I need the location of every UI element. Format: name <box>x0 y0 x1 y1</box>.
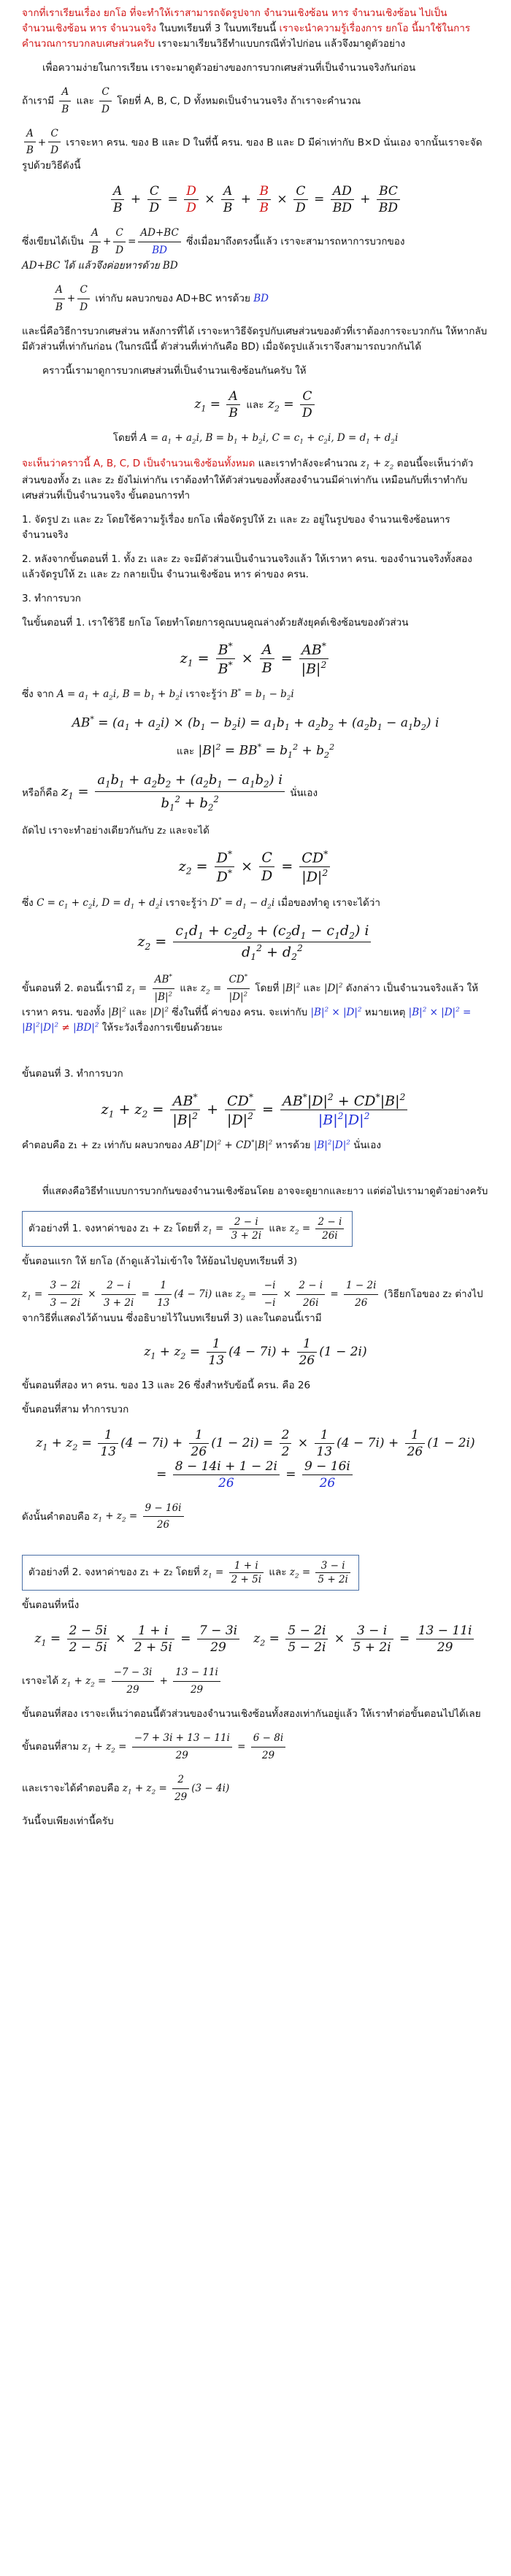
complex-intro: คราวนี้เรามาดูการบวกเศษส่วนที่เป็นจำนวนเชิงซ้อนกันครับ ให้ <box>42 364 307 377</box>
complex-step2: ขั้นตอนที่ 2. ตอนนี้เรามี $z_1$ = $\frac{AB^*}{|B|^2}$ และ $z_2$ = $\frac{CD^*}{|D|^2}$ โดยที่ $|B|^2$ และ $|D|^2$ ดังกล่าว เป็นจำนวนจริงแล้ว ให้เราหา ครน. ของทั้ง $|B|^2$ และ $|D|^2$ ซึ่งในที่นี้ ค่าของ ครน. จะเท่ากับ $|B|^2 \times |D|^2$ หมายเหตุ $|B|^2 \times |D|^2 = |B|^2|D|^2 \ne |BD|^2$ ให้ระวังเรื่องการเขียนด้วยนะ <box>22 973 479 1034</box>
complex-components: โดยที่ $A = a_1 + a_2i$, $B = b_1 + b_2i$, $C = c_1 + c_2i$, $D = d_1 + d_2i$ <box>112 431 399 446</box>
complex-outro: ที่แสดงคือวิธีทำแบบการบวกกันของจำนวนเชิงซ้อนโดย อาจจะดูยากและยาว แต่ต่อไปเรามาดูตัวอย่างครับ <box>42 1185 488 1198</box>
example-1-step3: ขั้นตอนที่สาม ทำการบวก <box>22 1403 129 1415</box>
equation-ex2-yoko: $z_1$ = $\frac{2 - 5i}{2 - 5i}$ × $\frac{1 + i}{2 + 5i}$ = $\frac{7 - 3i}{29}$ $z_2$ = $\frac{5 - 2i}{5 - 2i}$ × $\frac{3 - i}{5 + 2i}$ = $\frac{13 - 11i}{29}$ <box>22 1623 489 1655</box>
example-1-step1: ขั้นตอนแรก ให้ ยกโอ (ถ้าดูแล้วไม่เข้าใจ ให้ย้อนไปดูบทเรียนที่ 3) <box>22 1256 298 1268</box>
real-summary: และนี่คือวิธีการบวกเศษส่วน หลังการที่ได้ เราจะหาวิธีจัดรูปกับเศษส่วนของตัวที่เราต้องการจะบวกกัน ให้หากลับมีตัวส่วนที่เท่ากันก่อน (ในกรณีนี้ ตัวส่วนที่เท่ากันคือ BD) เมื่อจัดรูปแล้วเราจึงสามารถบวกกันได้ <box>22 325 488 353</box>
example-2-box: ตัวอย่างที่ 2. จงหาค่าของ z₁ + z₂ โดยที่ $z_1$ = $\frac{1 + i}{2 + 5i}$ และ $z_2$ = $\frac{3 - i}{5 + 2i}$ <box>22 1555 359 1591</box>
intro-paragraph-2: เพื่อความง่ายในการเรียน เราจะมาดูตัวอย่างของการบวกเศษส่วนที่เป็นจำนวนจริงกันก่อน <box>42 61 416 74</box>
complex-step-2: 2. หลังจากขั้นตอนที่ 1. ทั้ง z₁ และ z₂ จะมีตัวส่วนเป็นจำนวนจริงแล้ว ให้เราหา ครน. ของจำนวนจริงทั้งสอง แล้วจัดรูปให้ z₁ และ z₂ กลายเป็น จำนวนเชิงซ้อน หาร ค่าของ ครน. <box>22 553 472 580</box>
example-1-step2: ขั้นตอนที่สอง หา ครน. ของ 13 และ 26 ซึ่งสำหรับข้อนี้ ครน. คือ 26 <box>22 1379 311 1391</box>
equation-z2-result: $z_2$ = $\frac{c_1d_1 + c_2d_2 + (c_2d_1 - c_1d_2) i}{d_1^2 + d_2^2}$ <box>22 923 489 962</box>
example-2-step2: ขั้นตอนที่สอง เราจะเห็นว่าตอนนี้ตัวส่วนของจำนวนเชิงซ้อนทั้งสองเท่ากันอยู่แล้ว ให้เราทำต่อขั้นตอนไปได้เลย <box>22 1708 481 1720</box>
real-result: $\frac{A}{B}$ + $\frac{C}{D}$ เท่ากับ ผลบวกของ AD+BC หารด้วย BD <box>22 282 489 315</box>
example-1-box: ตัวอย่างที่ 1. จงหาค่าของ z₁ + z₂ โดยที่ $z_1$ = $\frac{2 - i}{3 + 2i}$ และ $z_2$ = $\frac{2 - i}{26i}$ <box>22 1211 353 1247</box>
closing-line: วันนี้จบเพียงเท่านี้ครับ <box>22 1815 114 1827</box>
example-1-answer: ดังนั้นคำตอบคือ $z_1 + z_2$ = $\frac{9 - 16i}{26}$ <box>22 1501 489 1534</box>
complex-s1-d: ซึ่ง $C = c_1 + c_2i$, $D = d_1 + d_2i$ เราจะรู้ว่า $D^* = d_1 - d_2i$ เมื่อของทำดู เราจะได้ว่า <box>22 896 380 911</box>
equation-z2-conjugate: $z_2$ = $\frac{D^*}{D^*}$ × $\frac{C}{D}$ = $\frac{CD^*}{|D|^2}$ <box>22 849 489 885</box>
example-1-step1-eq: $z_1$ = $\frac{3 - 2i}{3 - 2i}$ × $\frac{2 - i}{3 + 2i}$ = $\frac{1}{13}$ (4 − 7i) และ $z_2$ = $\frac{-i}{-i}$ × $\frac{2 - i}{26i}$ = $\frac{1 - 2i}{26}$ (วิธียกโอของ z₂ ต่างไปจากวิธีที่แสดงไว้ด้านบน ซึ่งอธิบายไว้ในบทเรียนที่ 3) และในตอนนี้เรามี <box>22 1279 483 1324</box>
real-written: ซึ่งเขียนได้เป็น $\frac{A}{B}$ + $\frac{C}{D}$ = $\frac{AD+BC}{BD}$ ซึ่งเมื่อมาถึงตรงนี้แล้ว เราจะสามารถหาการบวกของ AD+BC ได้ แล้วจึงค่อยหารด้วย BD <box>22 227 405 272</box>
complex-step-1: 1. จัดรูป z₁ และ z₂ โดยใช้ความรู้เรื่อง ยกโอ เพื่อจัดรูปให้ z₁ และ z₂ อยู่ในรูปของ จำนวนเชิงซ้อนหารจำนวนจริง <box>22 514 450 542</box>
equation-sum-general: $z_1 + z_2$ = $\frac{AB^*}{|B|^2}$ + $\frac{CD^*}{|D|^2}$ = $\frac{AB^*|D|^2 + CD^*|B|^2}{|B|^2|D|^2}$ <box>22 1092 489 1129</box>
equation-ab-conj: $AB^* = (a_1 + a_2i) \times (b_1 - b_2i) = a_1b_1 + a_2b_2 + (a_2b_1 - a_1b_2)$ i <box>72 714 439 732</box>
complex-s1-from: ซึ่ง จาก $A = a_1 + a_2i$, $B = b_1 + b_2i$ เราจะรู้ว่า $B^* = b_1 - b_2i$ <box>22 688 294 702</box>
example-2-step1: ขั้นตอนที่หนึ่ง <box>22 1599 80 1612</box>
equation-b-modulus: และ $|B|^2 = BB^* = b_1^2 + b_2^2$ <box>176 742 335 760</box>
complex-answer: คำตอบคือ z₁ + z₂ เท่ากับ ผลบวกของ $AB^*|D|^2 + CD^*|B|^2$ หารด้วย $|B|^2|D|^2$ นั่นเอง <box>22 1139 381 1152</box>
example-2-answer: และเราจะได้คำตอบคือ $z_1 + z_2$ = $\frac{2}{29}$ (3 − 4i) <box>22 1773 230 1803</box>
example-2-step1b: เราจะได้ $z_1 + z_2$ = $\frac{-7 - 3i}{29}$ + $\frac{13 - 11i}{29}$ <box>22 1665 489 1698</box>
complex-step1-intro: ในขั้นตอนที่ 1. เราใช้วิธี ยกโอ โดยทำโดยการคูณบนคูณล่างด้วยสังยุคต์เชิงซ้อนของตัวส่วน <box>22 616 409 628</box>
example-2-step3: ขั้นตอนที่สาม $z_1 + z_2$ = $\frac{-7 + 3i + 13 - 11i}{29}$ = $\frac{6 - 8i}{29}$ <box>22 1731 489 1764</box>
complex-step-3: 3. ทำการบวก <box>22 592 81 604</box>
intro-paragraph: จากที่เราเรียนเรื่อง ยกโอ ที่จะทำให้เราสามารถจัดรูปจาก จำนวนเชิงซ้อน หาร จำนวนเชิงซ้อน ไปเป็น จำนวนเชิงซ้อน หาร จำนวนจริง ในบทเรียนที่ 3 ในบทเรียนนี้ เราจะนำความรู้เรื่องการ ยกโอ นี้มาใช้ในการคำนวณการบวกลบเศษส่วนครับ เราจะมาเรียนวิธีทำแบบกรณีทั่วไปก่อน แล้วจึงมาดูตัวอย่าง <box>22 7 471 50</box>
real-lcm: $\frac{A}{B}$ + $\frac{C}{D}$ เราจะหา ครน. ของ B และ D ในที่นี้ ครน. ของ B และ D มีค่าเท่ากับ B×D นั่นเอง จากนั้นเราจะจัดรูปด้วยวิธีดังนี้ <box>22 127 483 172</box>
equation-z1-conjugate: $z_1$ = $\frac{B^*}{B^*}$ × $\frac{A}{B}$ = $\frac{AB^*}{|B|^2}$ <box>22 641 489 677</box>
equation-ex1-now: $z_1 + z_2$ = $\frac{1}{13}$ (4 − 7i) + $\frac{1}{26}$ (1 − 2i) <box>144 1336 367 1368</box>
equation-real-expand: $\frac{A}{B}$ + $\frac{C}{D}$ = $\frac{D}{D}$ × $\frac{A}{B}$ + $\frac{B}{B}$ × $\frac{C}{D}$ = $\frac{AD}{BD}$ + $\frac{BC}{BD}$ <box>22 184 489 215</box>
complex-z1-result: หรือก็คือ $z_1$ = $\frac{a_1b_1 + a_2b_2 + (a_2b_1 - a_1b_2) i}{b_1^2 + b_2^2}$ นั่นเอง <box>22 770 489 815</box>
real-setup: ถ้าเรามี $\frac{A}{B}$ และ $\frac{C}{D}$ โดยที่ A, B, C, D ทั้งหมดเป็นจำนวนจริง ถ้าเราจะคำนวณ <box>22 85 361 115</box>
complex-note: จะเห็นว่าคราวนี้ A, B, C, D เป็นจำนวนเชิงซ้อนทั้งหมด และเราทำลังจะคำนวณ $z_1 + z_2$ ตอนนี้จะเห็นว่าตัวส่วนของทั้ง z₁ และ z₂ ยังไม่เท่ากัน เราต้องทำให้ตัวส่วนของทั้งสองจำนวนมีค่าเท่ากัน เหมือนกับที่เราทำกับเศษส่วนที่เป็นจำนวนจริง ขั้นตอนการทำ <box>22 457 474 502</box>
equation-ex1-sum: $z_1 + z_2$ = $\frac{1}{13}$ (4 − 7i) + $\frac{1}{26}$ (1 − 2i) = $\frac{2}{2}$ × $\frac{1}{13}$ (4 − 7i) + $\frac{1}{26}$ (1 − 2i) = $\frac{8 - 14i + 1 - 2i}{26}$ = $\frac{9 - 16i}{26}$ <box>36 1427 475 1491</box>
equation-z-definitions: $z_1$ = $\frac{A}{B}$ และ $z_2$ = $\frac{C}{D}$ <box>22 389 489 420</box>
complex-z2-intro: ถัดไป เราจะทำอย่างเดียวกันกับ z₂ และจะได้ <box>22 825 210 837</box>
complex-step3: ขั้นตอนที่ 3. ทำการบวก <box>22 1067 123 1080</box>
